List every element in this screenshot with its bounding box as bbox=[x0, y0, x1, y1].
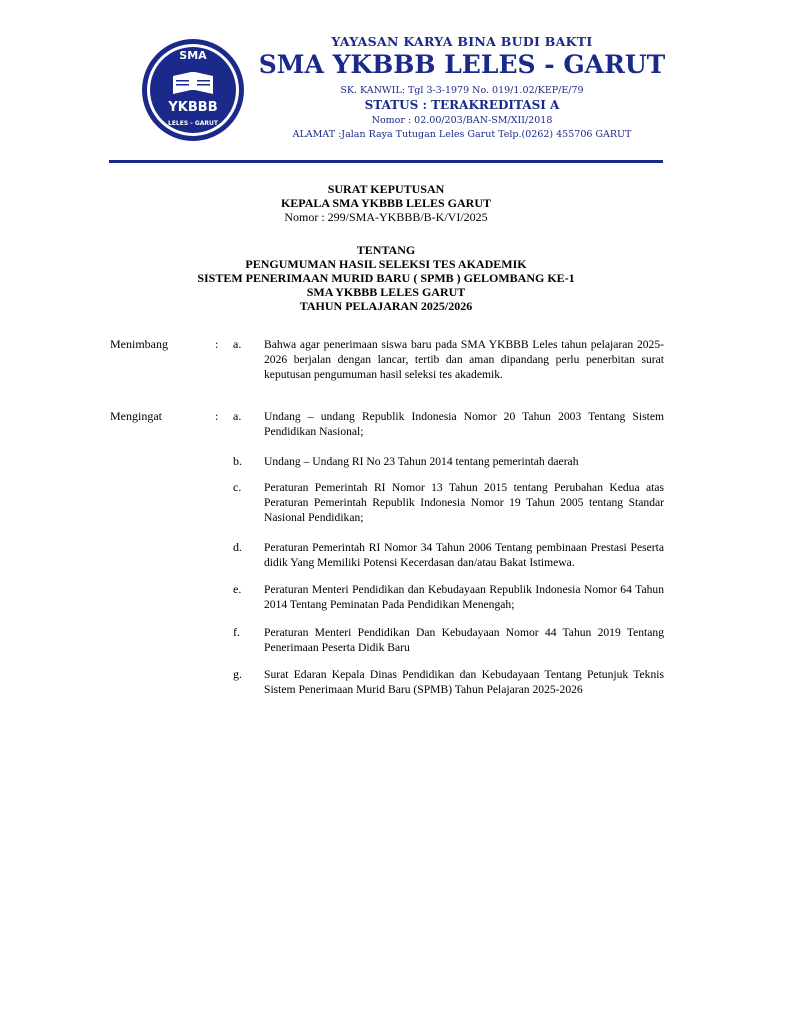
menimbang-colon: : bbox=[215, 337, 219, 351]
menimbang-letter: a. bbox=[233, 337, 242, 351]
mengingat-text-c: Peraturan Pemerintah RI Nomor 13 Tahun 2015 tentang Perubahan Kedua atas Peraturan Pemerintah Republik Indonesia Nomor 19 Tahun 2005 tentang Standar Nasional Pendidikan; bbox=[264, 481, 664, 524]
logo-bottom-text: LELES - GARUT bbox=[168, 120, 218, 127]
school-address: ALAMAT :Jalan Raya Tutugan Leles Garut Telp.(0262) 455706 GARUT bbox=[292, 129, 632, 140]
mengingat-text-e: Peraturan Menteri Pendidikan dan Kebudayaan Republik Indonesia Nomor 64 Tahun 2014 Tentang Peminatan Pada Pendidikan Menengah; bbox=[264, 583, 664, 611]
logo-main-text: YKBBB bbox=[168, 100, 218, 115]
mengingat-colon: : bbox=[215, 409, 219, 423]
menimbang-text: Bahwa agar penerimaan siswa baru pada SMA YKBBB Leles tahun pelajaran 2025-2026 berjalan dengan lancar, tertib dan aman dipandang perlu penerbitan surat keputusan pengumuman hasil seleksi tes akademik. bbox=[264, 338, 664, 381]
about-line-2: SISTEM PENERIMAAN MURID BARU ( SPMB ) GELOMBANG KE-1 bbox=[197, 271, 575, 285]
logo-top-text: SMA bbox=[179, 49, 207, 62]
about-line-3: SMA YKBBB LELES GARUT bbox=[306, 285, 466, 299]
mengingat-text-f: Peraturan Menteri Pendidikan Dan Kebudayaan Nomor 44 Tahun 2019 Tentang Penerimaan Peserta Didik Baru bbox=[264, 626, 664, 654]
mengingat-letter-e: e. bbox=[233, 582, 242, 596]
accreditation-status: STATUS : TERAKREDITASI A bbox=[364, 98, 560, 112]
foundation-name: YAYASAN KARYA BINA BUDI BAKTI bbox=[331, 34, 593, 49]
mengingat-letter-d: d. bbox=[233, 540, 242, 554]
header-divider bbox=[109, 160, 663, 163]
mengingat-text-d: Peraturan Pemerintah RI Nomor 34 Tahun 2006 Tentang pembinaan Prestasi Peserta didik Yang Memiliki Potensi Kecerdasan dan/atau Bakat Istimewa. bbox=[264, 541, 664, 569]
mengingat-text-a: Undang – undang Republik Indonesia Nomor 20 Tahun 2003 Tentang Sistem Pendidikan Nasional; bbox=[264, 410, 664, 438]
mengingat-letter-c: c. bbox=[233, 480, 242, 494]
about-line-4: TAHUN PELAJARAN 2025/2026 bbox=[299, 299, 473, 313]
mengingat-letter-g: g. bbox=[233, 667, 242, 681]
sk-kanwil: SK. KANWIL: Tgl 3-3-1979 No. 019/1.02/KEP/E/79 bbox=[340, 85, 584, 96]
accreditation-number: Nomor : 02.00/203/BAN-SM/XII/2018 bbox=[371, 115, 553, 126]
decree-title: SURAT KEPUTUSAN bbox=[327, 182, 445, 196]
menimbang-label: Menimbang bbox=[110, 337, 168, 351]
school-logo bbox=[141, 38, 245, 142]
decree-number: Nomor : 299/SMA-YKBBB/B-K/VI/2025 bbox=[284, 210, 488, 224]
mengingat-letter-b: b. bbox=[233, 454, 242, 468]
school-name: SMA YKBBB LELES - GARUT bbox=[258, 50, 666, 79]
mengingat-text-g: Surat Edaran Kepala Dinas Pendidikan dan Kebudayaan Tentang Petunjuk Teknis Sistem Penerimaan Murid Baru (SPMB) Tahun Pelajaran 2025-2026 bbox=[264, 668, 664, 696]
decree-issuer: KEPALA SMA YKBBB LELES GARUT bbox=[280, 196, 492, 210]
about-line-1: PENGUMUMAN HASIL SELEKSI TES AKADEMIK bbox=[245, 257, 527, 271]
about-heading: TENTANG bbox=[356, 243, 416, 257]
mengingat-letter-a: a. bbox=[233, 409, 242, 423]
mengingat-letter-f: f. bbox=[233, 625, 240, 639]
mengingat-label: Mengingat bbox=[110, 409, 162, 423]
mengingat-text-b: Undang – Undang RI No 23 Tahun 2014 tentang pemerintah daerah bbox=[264, 455, 579, 468]
